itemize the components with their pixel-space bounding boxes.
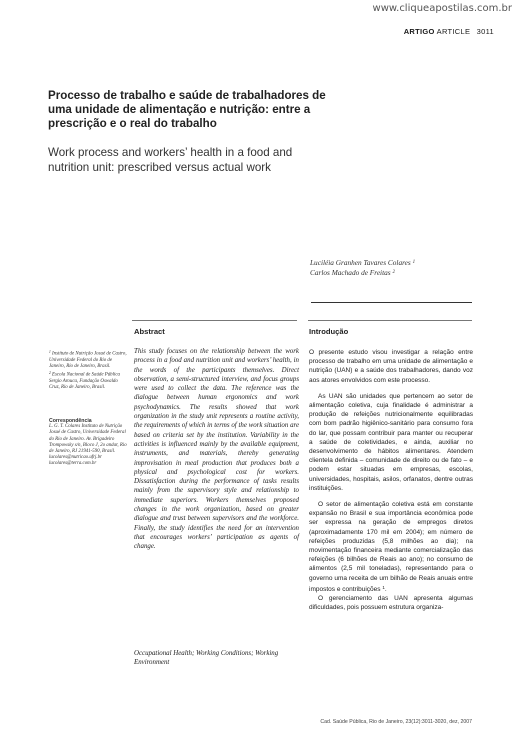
title-portuguese: Processo de trabalho e saúde de trabalhadores de uma unidade de alimentação e nutrição: entre a prescrição e o real do trabalho (48, 89, 326, 131)
author-divider (311, 302, 472, 303)
intro-paragraph-1: O presente estudo visou investigar a relação entre processo de trabalho em uma unidade de alimentação e nutrição (UAN) e a saúde dos trabalhadores, dando voz aos atores envolvidos com este processo. (309, 349, 473, 384)
article-label: ARTICLE (436, 27, 471, 36)
watermark-url: www.cliqueapostilas.com.br (372, 3, 512, 14)
page-number: 3011 (476, 27, 494, 36)
intro-paragraph-4: O gerenciamento das UAN apresenta algumas dificuldades, pois possuem estrutura organiza- (309, 595, 473, 612)
abstract-heading: Abstract (134, 327, 165, 336)
affiliation-1: $^1$ Instituto de Nutrição Josué de Castro, Universidade Federal do Rio de Janeiro, Rio de Janeiro, Brasil. (49, 350, 127, 369)
introduction-body (309, 348, 473, 612)
title-english: Work process and workers’ health in a food and nutrition unit: prescribed versus actual work (48, 146, 293, 174)
abstract-divider (132, 320, 297, 321)
affiliation-2: $^2$ Escola Nacional de Saúde Pública Sergio Arouca, Fundação Oswaldo Cruz, Rio de Janeiro, Brasil. (49, 371, 120, 391)
article-type-label (404, 27, 494, 36)
abstract-paragraph: This study focuses on the relationship between the work process in a food and nutrition unit and workers’ health, in the words of the participants themselves. Direct observation, a semi-structured interview, and focus groups were used to collect the data. The reference was the dialogue between human ergonomics and work psychodynamics. The results showed that work organization in the study unit represents a routine activity, the requirements of which in terms of the work situation are based on criteria set by the institution. Variability in the activities is influenced mainly by the available equipment, instruments, and materials, thereby generating improvisation in meal production that produces both a physical and psychological cost for workers. Dissatisfaction during the performance of tasks results mainly from the supervisory style and relationship to immediate superiors. Workers themselves proposed changes in the work organization, based on greater dialogue and trust between supervisors and the workforce. Finally, the study identifies the need for an intervention that encourages workers’ participation as agents of change. (134, 348, 299, 551)
author-2: Carlos Machado de Freitas $^2$ (310, 268, 395, 278)
author-list (310, 258, 415, 278)
affiliations (49, 349, 127, 391)
author-1: Luciléia Granhen Tavares Colares $^1$ (310, 258, 416, 267)
intro-paragraph-3: O setor de alimentação coletiva está em constante expansão no Brasil e sua importância econômica pode ser expressa na geração de empregos diretos (aproximadamente 170 mil em 2004); em número de refeições produzidas (5,8 milhões ao dia); na movimentação financeira mediante comercialização das refeições (6 bilhões de Reais ao ano); no consumo de alimentos (2,5 mil toneladas), representando para o governo uma receita de um bilhão de Reais anuais entre impostos e contribuições $^1$. (309, 501, 473, 593)
introduction-heading: Introdução (309, 327, 349, 336)
journal-citation-footer: Cad. Saúde Pública, Rio de Janeiro, 23(12):3011-3020, dez, 2007 (320, 719, 472, 725)
keywords: Occupational Health; Working Conditions; Working Environment (134, 650, 279, 667)
correspondence-text: L. G. T. Colares Instituto de Nutrição Josué de Castro, Universidade Federal do Rio de Janeiro. Av. Brigadeiro Trompowsky s/n, Bloco J, 2o andar, Rio de Janeiro, RJ 21941-590, Brasil. lucolares@nutricao.ufrj.br lucolares@terra.com.br (49, 424, 127, 467)
abstract-body (134, 347, 299, 552)
section-label: ARTIGO (403, 27, 435, 36)
correspondence-label: Correspondência (49, 418, 92, 424)
intro-paragraph-2: As UAN são unidades que pertencem ao setor de alimentação coletiva, cuja finalidade é administrar a produção de refeições nutricionalmente equilibradas com bom padrão higiênico-sanitário para consumo fora do lar, que possam contribuir para manter ou recuperar a saúde de coletividades, e ainda, auxiliar no desenvolvimento de hábitos alimentares. Atendem clientela definida – comunidade de direito ou de fato – e podem estar situadas em empresas, escolas, universidades, hospitais, asilos, orfanatos, dentre outras instituições. (309, 392, 473, 492)
intro-divider (308, 320, 472, 321)
citation-ref: 1 (382, 584, 385, 590)
correspondence (49, 418, 127, 468)
